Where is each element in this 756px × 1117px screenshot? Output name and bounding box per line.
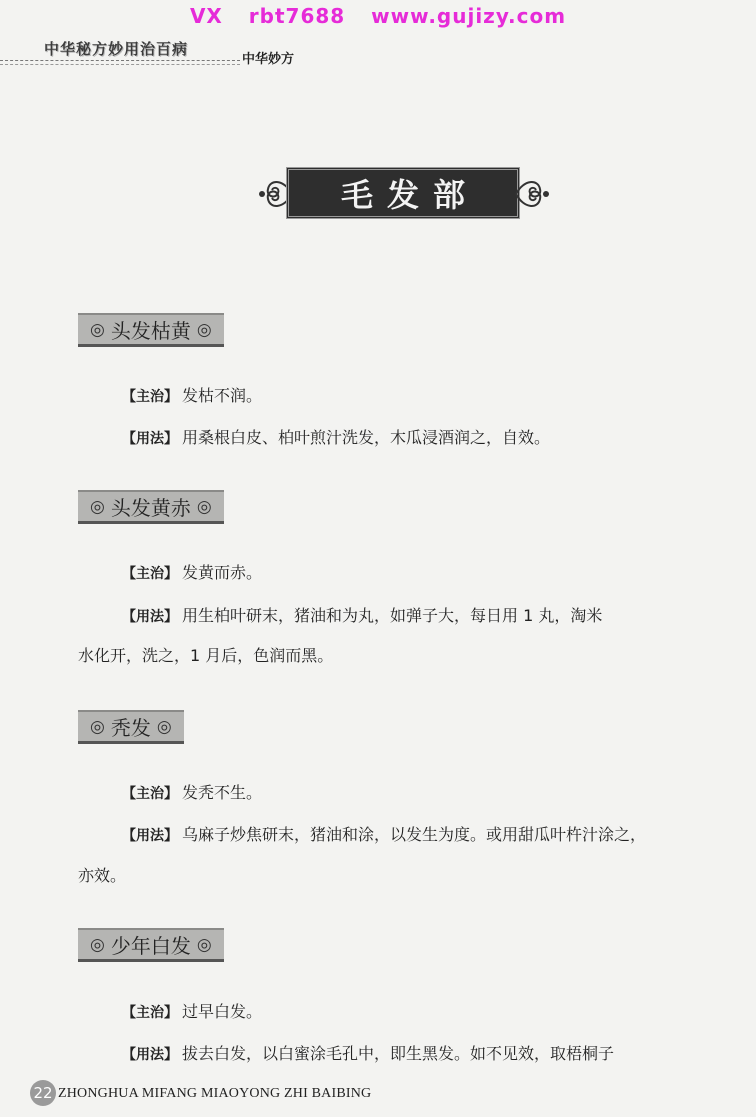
section-heading xyxy=(78,490,224,524)
indication-tag: 【主治】 xyxy=(122,1005,178,1021)
section-heading-text: 少年白发 xyxy=(110,934,191,958)
chapter-title-banner xyxy=(256,163,552,225)
usage-paragraph xyxy=(78,815,756,856)
usage-tag: 【用法】 xyxy=(122,609,178,625)
ring-icon: ◎ xyxy=(156,716,172,737)
indication-text: 发黄而赤。 xyxy=(182,563,263,582)
chapter-title: 毛发部 xyxy=(340,176,479,214)
ring-icon: ◎ xyxy=(90,934,105,955)
series-title: 中华秘方妙用治百病 xyxy=(44,40,189,58)
usage-paragraph xyxy=(78,596,756,637)
usage-text: 乌麻子炒焦研末，猪油和涂，以发生为度。或用甜瓜叶杵汁涂之， xyxy=(182,825,647,844)
ring-icon: ◎ xyxy=(196,496,212,517)
usage-tag: 【用法】 xyxy=(122,828,178,844)
indication-tag: 【主治】 xyxy=(122,566,178,582)
indication-paragraph xyxy=(78,376,756,417)
usage-paragraph xyxy=(78,418,756,459)
usage-text: 用桑根白皮、柏叶煎汁洗发，木瓜浸酒润之，自效。 xyxy=(182,428,551,447)
usage-tag: 【用法】 xyxy=(122,1047,178,1063)
section-heading-text: 头发枯黄 xyxy=(110,319,191,343)
usage-text: 拔去白发，以白蜜涂毛孔中，即生黑发。如不见效，取梧桐子 xyxy=(182,1044,615,1063)
indication-paragraph xyxy=(78,773,756,814)
usage-continuation: 亦效。 xyxy=(78,866,127,885)
indication-tag: 【主治】 xyxy=(122,786,178,802)
watermark-text: VX rbt7688 www.gujizy.com xyxy=(189,4,567,28)
section-heading xyxy=(78,313,224,347)
page-number-badge: 22 xyxy=(30,1080,56,1106)
indication-text: 过早白发。 xyxy=(182,1002,263,1021)
chapter-title-box xyxy=(286,167,520,219)
usage-continuation: 水化开，洗之，1 月后，色润而黑。 xyxy=(78,646,334,665)
ring-icon: ◎ xyxy=(90,319,105,340)
header-rule-secondary xyxy=(0,64,240,65)
indication-tag: 【主治】 xyxy=(122,389,178,405)
indication-paragraph xyxy=(78,553,756,594)
running-title: ZHONGHUA MIFANG MIAOYONG ZHI BAIBING xyxy=(58,1086,372,1101)
ring-icon: ◎ xyxy=(196,934,212,955)
ring-icon: ◎ xyxy=(196,319,212,340)
usage-tag: 【用法】 xyxy=(122,431,178,447)
indication-paragraph xyxy=(78,992,756,1033)
section-heading xyxy=(78,710,184,744)
ring-icon: ◎ xyxy=(90,496,105,517)
series-subtitle: 中华妙方 xyxy=(242,52,295,67)
usage-paragraph xyxy=(78,1034,756,1075)
section-heading-text: 头发黄赤 xyxy=(110,496,191,520)
scroll-ornament-right-icon xyxy=(512,163,552,225)
indication-text: 发枯不润。 xyxy=(182,386,263,405)
section-heading xyxy=(78,928,224,962)
indication-text: 发秃不生。 xyxy=(182,783,263,802)
header-rule xyxy=(0,60,240,61)
ring-icon: ◎ xyxy=(90,716,105,737)
usage-text: 用生柏叶研末，猪油和为丸，如弹子大，每日用 1 丸，淘米 xyxy=(182,606,603,625)
section-heading-text: 秃发 xyxy=(110,716,151,740)
